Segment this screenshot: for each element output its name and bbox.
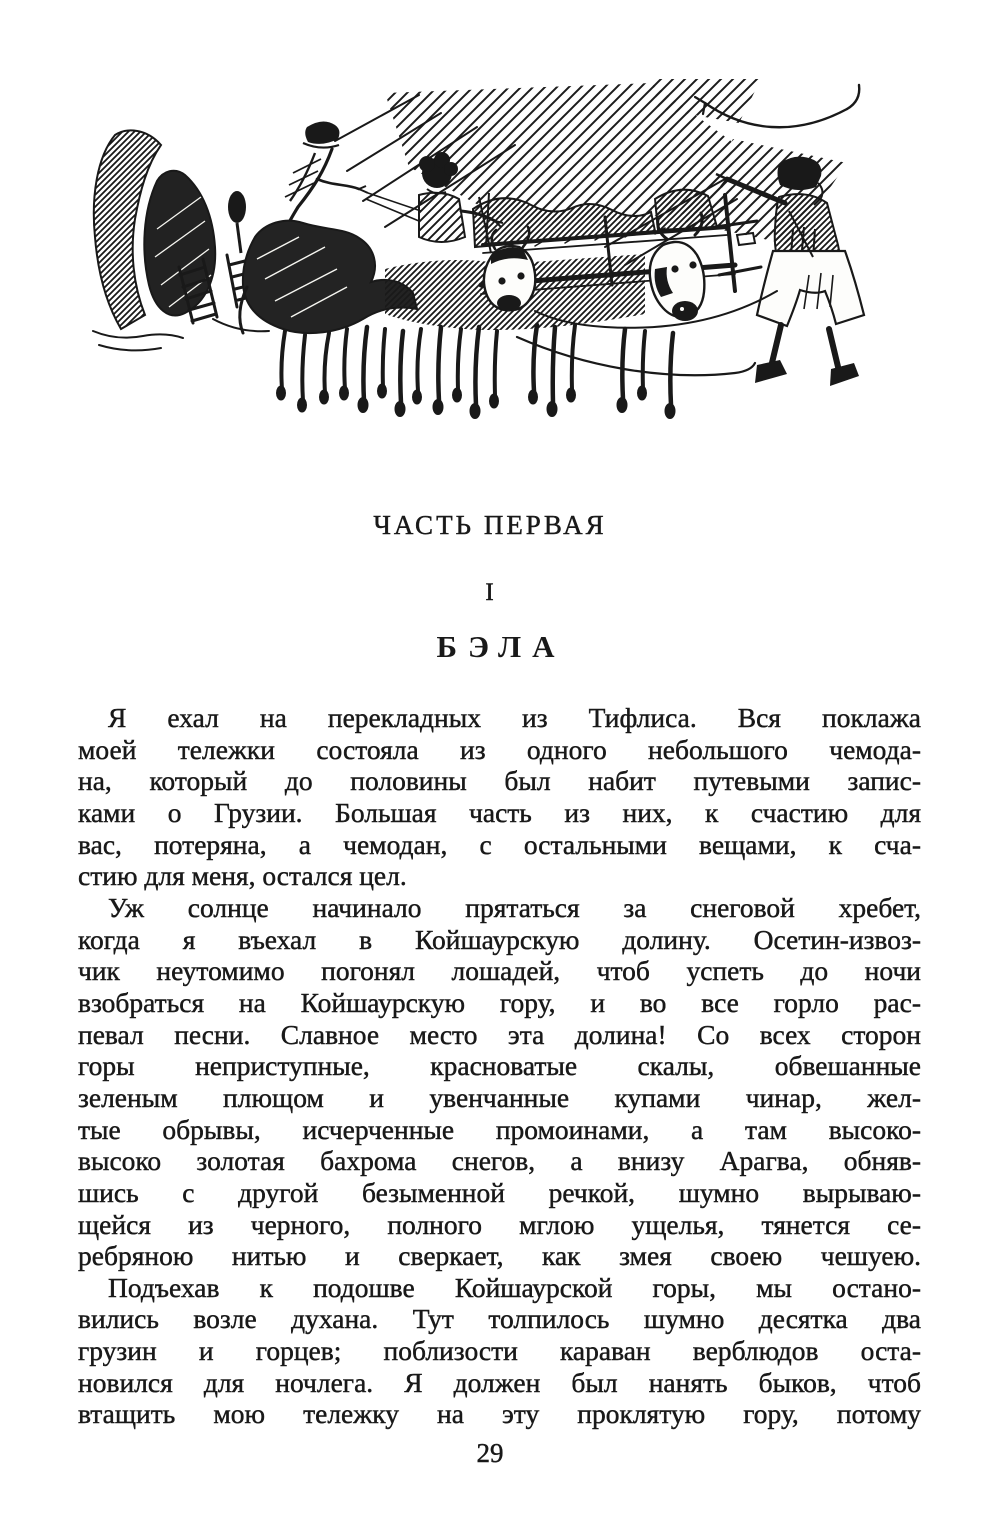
text-line: Уж солнце начинало прятаться за снеговой хребет, [108,891,921,923]
text-line: горы неприступные, красноватые скалы, обвешанные [78,1050,921,1082]
text-line: тые обрывы, исчерченные промоинами, а там высоко- [78,1113,921,1145]
body-text [78,702,921,1430]
text-line: шись с другой безыменной речкой, шумно вырываю- [78,1176,921,1208]
text-line: когда я въехал в Койшаурскую долину. Осетин-извоз- [78,923,921,955]
caravan-sketch-svg [85,78,905,450]
text-line: ребряною нитью и сверкает, как змея своею чешуею. [78,1240,921,1272]
text-line: чик неутомимо погонял лошадей, чтоб успеть до ночи [78,955,921,987]
text-line: новился для ночлега. Я должен был нанять быков, чтоб [78,1366,921,1398]
illustration [85,78,905,450]
text-line: зеленым плющом и увенчанные купами чинар, жел- [78,1081,921,1113]
text-line: певал песни. Славное место эта долина! Со всех сторон [78,1018,921,1050]
text-line: вились возле духана. Тут толпилось шумно десятка два [78,1303,921,1335]
text-line: взобраться на Койшаурскую гору, и во все горло рас- [78,986,921,1018]
text-line: Я ехал на перекладных из Тифлиса. Вся поклажа [108,702,921,733]
text-line: втащить мою тележку на эту проклятую гору, потому [78,1398,921,1430]
rocks-sketch [93,130,269,350]
chapter-title: БЭЛА [436,629,566,664]
text-line: щейся из черного, полного мглою ущелья, тянется се- [78,1208,921,1240]
text-line: высоко золотая бахрома снегов, а внизу Арагва, обняв- [78,1145,921,1177]
page-number: 29 [476,1438,504,1468]
text-line: вас, потеряна, а чемодан, с остальными вещами, к сча- [78,828,921,860]
text-line: ками о Грузии. Большая часть из них, к счастию для [78,796,921,828]
post-sketch [228,191,246,253]
text-line: моей тележки состояла из одного небольшого чемода- [78,733,921,765]
part-heading: ЧАСТЬ ПЕРВАЯ [373,510,607,540]
animal-legs-sketch [277,325,676,419]
text-line: на, который до половины был набит путевыми запис- [78,765,921,797]
text-line: Подъехав к подошве Койшаурской горы, мы остано- [108,1271,921,1303]
text-line: грузин и горцев; поблизости караван верблюдов оста- [78,1335,921,1367]
text-line: стию для меня, остался цел. [78,860,407,892]
chapter-number: I [485,579,495,606]
